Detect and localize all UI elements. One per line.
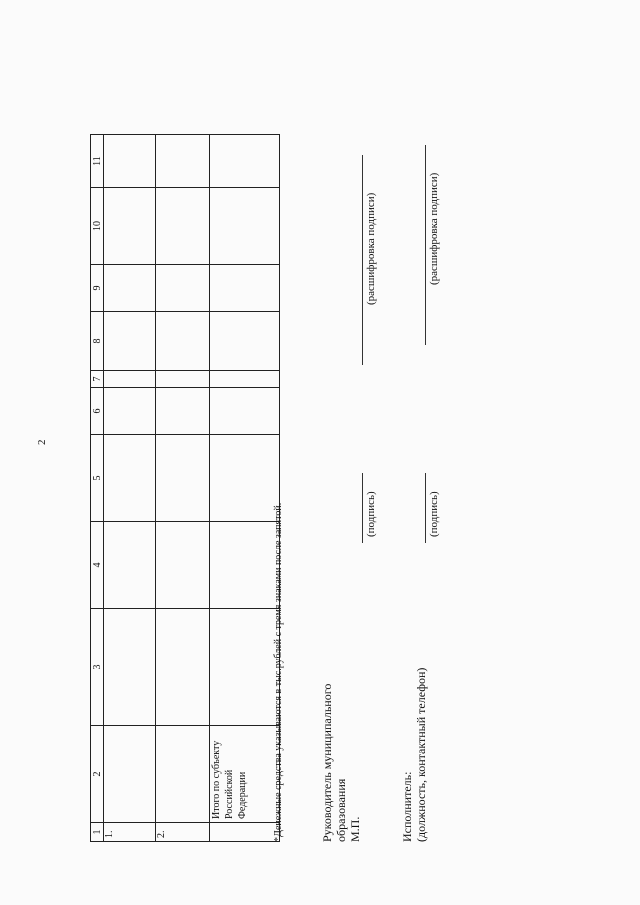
header-cell: 6 (91, 388, 104, 435)
executor-decode-line (425, 145, 426, 345)
header-cell: 4 (91, 522, 104, 609)
table-cell (210, 522, 280, 609)
executor-sign-caption: (подпись) (428, 491, 440, 537)
row-name-total: Итого по субъекту Российской Федерации (210, 726, 280, 823)
table-cell (104, 371, 156, 388)
table-cell (104, 435, 156, 522)
head-title-line1: Руководитель муниципального (320, 683, 334, 842)
executor-decode-caption: (расшифровка подписи) (428, 172, 440, 285)
row-number: 2. (156, 823, 210, 842)
header-cell: 11 (91, 135, 104, 188)
report-table (90, 134, 280, 842)
table-cell (156, 188, 210, 265)
table-cell (210, 388, 280, 435)
table-cell (156, 522, 210, 609)
row-name (104, 726, 156, 823)
header-cell: 1 (91, 823, 104, 842)
table-cell (104, 388, 156, 435)
head-sign-caption: (подпись) (365, 491, 377, 537)
table-cell (156, 388, 210, 435)
table-cell (156, 435, 210, 522)
header-cell: 8 (91, 312, 104, 371)
table-cell (156, 135, 210, 188)
table-cell (210, 188, 280, 265)
head-decode-caption: (расшифровка подписи) (365, 192, 377, 305)
table-cell (104, 135, 156, 188)
header-cell: 9 (91, 265, 104, 312)
header-cell: 2 (91, 726, 104, 823)
header-cell: 7 (91, 371, 104, 388)
table-cell (210, 435, 280, 522)
table-cell (104, 609, 156, 726)
header-cell: 5 (91, 435, 104, 522)
head-signature-line (362, 473, 363, 543)
table-cell (210, 609, 280, 726)
head-decode-line (362, 155, 363, 365)
page-number: 2 (36, 439, 48, 445)
table-cell (104, 265, 156, 312)
executor-block (400, 668, 428, 842)
table-cell (210, 371, 280, 388)
table-row (104, 135, 156, 842)
head-signature-block (320, 684, 362, 842)
table-cell (104, 312, 156, 371)
table-cell (156, 312, 210, 371)
table-cell (210, 135, 280, 188)
row-name (156, 726, 210, 823)
header-cell: 3 (91, 609, 104, 726)
row-number (210, 823, 280, 842)
table-row-total (210, 135, 280, 842)
row-number: 1. (104, 823, 156, 842)
table-cell (156, 371, 210, 388)
head-title-line2: образования (334, 778, 348, 842)
header-cell: 10 (91, 188, 104, 265)
table-row (156, 135, 210, 842)
stamp-label: М.П. (348, 816, 362, 842)
table-cell (156, 609, 210, 726)
table-cell (210, 265, 280, 312)
footnote: *Денежные средства указываются в тыс.рублей с тремя знаками после запятой. (273, 502, 284, 842)
executor-position: (должность, контактный телефон) (414, 667, 428, 842)
table-header-row (91, 135, 104, 842)
table-cell (104, 188, 156, 265)
executor-signature-line (425, 473, 426, 543)
table-cell (210, 312, 280, 371)
table-cell (156, 265, 210, 312)
executor-title: Исполнитель: (400, 771, 414, 842)
table-cell (104, 522, 156, 609)
